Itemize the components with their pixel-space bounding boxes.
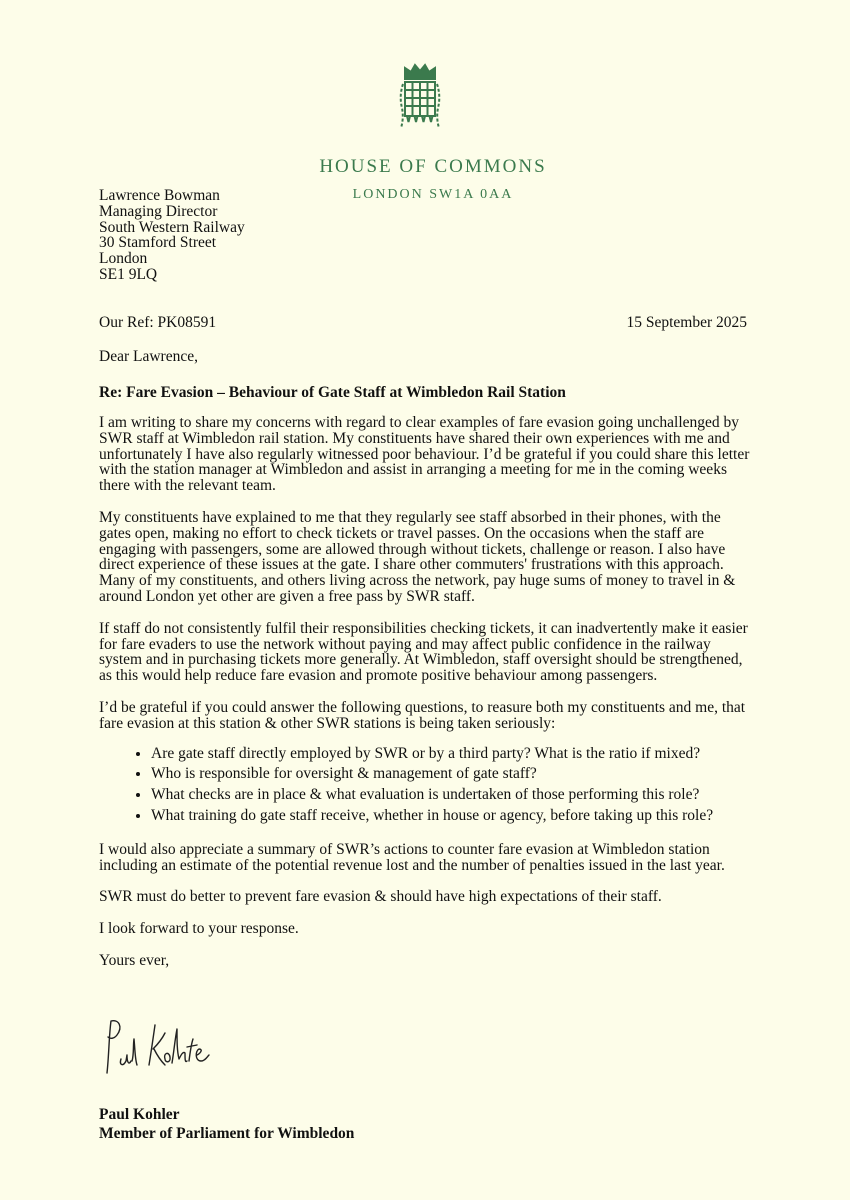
body-paragraph: I am writing to share my concerns with regard to clear examples of fare evasion going unchallenged by SWR staff at Wimbledon rail station. My constituents have shared their own experiences with me and unfortunately I have also regularly witnessed poor behaviour. I’d be grateful if you could share this letter with the station manager at Wimbledon and assist in arranging a meeting for me in the coming weeks there with the relevant team.	[99, 414, 750, 495]
recipient-line: South Western Railway	[99, 218, 245, 236]
salutation: Dear Lawrence,	[99, 348, 198, 365]
letterhead-title: HOUSE OF COMMONS	[319, 156, 547, 177]
question-item: • Are gate staff directly employed by SWR or by a third party? What is the ratio if mixed?	[151, 746, 755, 762]
recipient-line: Lawrence Bowman	[99, 187, 220, 204]
closing-paragraph: I would also appreciate a summary of SWR’s actions to counter fare evasion at Wimbledon station including an estimate of the potential revenue lost and the number of penalties issued in the last year.	[99, 840, 725, 874]
valediction: Yours ever,	[99, 951, 170, 969]
body-paragraph: If staff do not consistently fulfil their responsibilities checking tickets, it can inadvertently make it easier for fare evaders to use the network without paying and may affect public confidence in the railway system and in purchasing tickets more generally. At Wimbledon, staff oversight should be strengthened, as this would help reduce fare evasion and promote positive behaviour among passengers.	[99, 619, 748, 685]
signer-title: Member of Parliament for Wimbledon	[99, 1125, 355, 1142]
recipient-address	[99, 188, 245, 283]
closing-paragraph: SWR must do better to prevent fare evasion & should have high expectations of their staff.	[99, 888, 662, 906]
questions-list	[99, 746, 755, 824]
question-item: • What checks are in place & what evaluation is undertaken of those performing this role?	[151, 787, 755, 803]
signer-block	[99, 1105, 354, 1143]
body-paragraph: My constituents have explained to me that they regularly see staff absorbed in their phones, with the gates open, making no effort to check tickets or travel passes. On the occasions when the staff are engaging with passengers, some are allowed through without tickets, challenge or reason. I also have direct experience of these issues at the gate. I share other commuters' frustrations with this approach. Many of my constituents, and others living across the network, pay huge sums of money to travel in & around London yet other are given a free pass by SWR staff.	[99, 508, 736, 605]
letterhead-address: LONDON SW1A 0AA	[352, 187, 514, 202]
recipient-line: SE1 9LQ	[99, 265, 158, 283]
body-paragraph: I’d be grateful if you could answer the following questions, to reasure both my constituents and me, that fare evasion at this station & other SWR stations is being taken seriously:	[99, 698, 746, 732]
closing-paragraph: I look forward to your response.	[99, 920, 299, 938]
signature-image	[99, 1015, 219, 1077]
recipient-line: 30 Stamford Street	[99, 234, 217, 252]
portcullis-icon	[399, 62, 441, 132]
question-item: • Who is responsible for oversight & management of gate staff?	[151, 766, 755, 782]
recipient-line: Managing Director	[99, 202, 218, 220]
letter-date: 15 September 2025	[626, 314, 747, 331]
subject-line: Re: Fare Evasion – Behaviour of Gate Staff at Wimbledon Rail Station	[99, 384, 566, 401]
question-item: • What training do gate staff receive, whether in house or agency, before taking up this role?	[151, 808, 755, 824]
reference-number: Our Ref: PK08591	[99, 314, 217, 331]
recipient-line: London	[99, 250, 148, 268]
letter-body	[99, 415, 755, 985]
signer-name: Paul Kohler	[99, 1106, 180, 1123]
